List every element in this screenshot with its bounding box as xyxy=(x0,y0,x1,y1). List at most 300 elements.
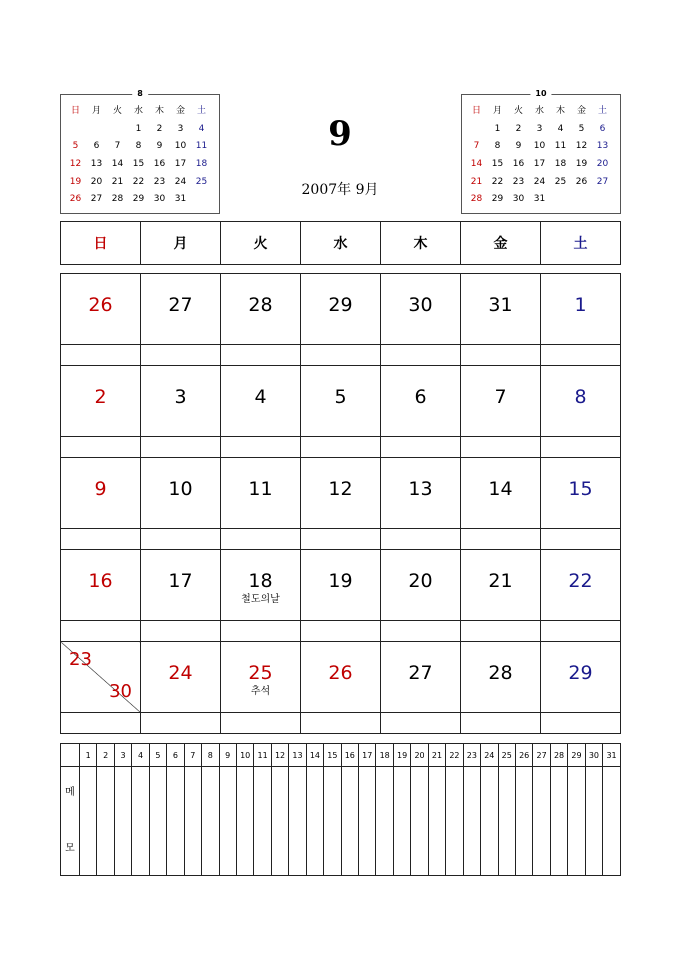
day-cell[interactable] xyxy=(381,458,461,529)
mini-day: 11 xyxy=(195,141,208,152)
day-cell[interactable] xyxy=(301,366,381,437)
mini-day: 31 xyxy=(174,194,187,205)
mini-weekday-label: 金 xyxy=(175,106,185,117)
mini-day: 27 xyxy=(596,176,609,187)
day-number: 27 xyxy=(168,294,193,316)
mini-weekday-label: 月 xyxy=(492,106,502,117)
mini-day: 10 xyxy=(533,141,546,152)
memo-column[interactable] xyxy=(80,767,97,876)
day-number: 10 xyxy=(168,478,193,500)
day-number: 14 xyxy=(488,478,513,500)
memo-day-label: 17 xyxy=(359,744,376,767)
day-number: 31 xyxy=(488,294,513,316)
note-cell[interactable] xyxy=(461,621,541,642)
mini-day: 12 xyxy=(69,159,82,170)
day-number: 2 xyxy=(94,386,107,408)
mini-day: 3 xyxy=(177,123,184,134)
note-cell[interactable] xyxy=(221,713,301,734)
week-note-row xyxy=(61,621,621,642)
memo-column[interactable] xyxy=(428,767,445,876)
note-cell[interactable] xyxy=(301,437,381,458)
day-cell[interactable] xyxy=(301,458,381,529)
mini-day: 19 xyxy=(69,176,82,187)
mini-day: 25 xyxy=(554,176,567,187)
memo-column[interactable] xyxy=(271,767,288,876)
mini-day: 6 xyxy=(599,123,606,134)
day-number: 16 xyxy=(88,570,113,592)
memo-day-label: 10 xyxy=(236,744,253,767)
mini-day: 28 xyxy=(111,194,124,205)
mini-weekday-label: 日 xyxy=(70,106,80,117)
memo-column[interactable] xyxy=(550,767,567,876)
memo-column[interactable] xyxy=(359,767,376,876)
note-cell[interactable] xyxy=(381,345,461,366)
mini-calendar-next-grid xyxy=(466,103,613,209)
day-cell[interactable] xyxy=(541,274,621,345)
weekday-fri: 金 xyxy=(461,222,541,265)
memo-label-char: 모 xyxy=(65,843,75,854)
day-cell[interactable] xyxy=(381,366,461,437)
note-cell[interactable] xyxy=(61,529,141,550)
memo-column[interactable] xyxy=(149,767,166,876)
memo-day-label: 29 xyxy=(568,744,585,767)
mini-day: 29 xyxy=(132,194,145,205)
mini-calendar-header-row xyxy=(466,103,613,121)
memo-day-label: 21 xyxy=(428,744,445,767)
day-number: 28 xyxy=(248,294,273,316)
day-cell[interactable] xyxy=(61,366,141,437)
mini-day: 14 xyxy=(470,159,483,170)
memo-day-label: 9 xyxy=(219,744,236,767)
mini-day: 15 xyxy=(132,159,145,170)
day-number: 19 xyxy=(328,570,353,592)
mini-day: 23 xyxy=(153,176,166,187)
note-cell[interactable] xyxy=(461,713,541,734)
memo-label-char: 메 xyxy=(65,787,75,798)
memo-column[interactable] xyxy=(219,767,236,876)
note-cell[interactable] xyxy=(141,529,221,550)
mini-weekday-label: 土 xyxy=(196,106,206,117)
day-number: 3 xyxy=(174,386,187,408)
day-number: 13 xyxy=(408,478,433,500)
note-cell[interactable] xyxy=(141,437,221,458)
weekday-sat: 土 xyxy=(541,222,621,265)
day-cell[interactable] xyxy=(221,458,301,529)
memo-day-label: 5 xyxy=(149,744,166,767)
memo-grid xyxy=(60,743,621,876)
weekday-wed: 水 xyxy=(301,222,381,265)
mini-weekday-label: 土 xyxy=(597,106,607,117)
note-cell[interactable] xyxy=(301,621,381,642)
note-cell[interactable] xyxy=(381,529,461,550)
mini-day: 21 xyxy=(470,176,483,187)
mini-day: 26 xyxy=(69,194,82,205)
mini-day: 11 xyxy=(554,141,567,152)
note-cell[interactable] xyxy=(221,529,301,550)
mini-day: 23 xyxy=(512,176,525,187)
weekday-sun: 日 xyxy=(61,222,141,265)
day-cell[interactable] xyxy=(461,458,541,529)
holiday-label: 추석 xyxy=(250,686,271,697)
mini-day: 17 xyxy=(174,159,187,170)
mini-calendar-next xyxy=(461,89,621,214)
day-cell[interactable] xyxy=(541,550,621,621)
day-number: 5 xyxy=(334,386,347,408)
year-month-label: 2007年 9月 xyxy=(301,182,379,198)
weekday-tue: 火 xyxy=(221,222,301,265)
day-number: 8 xyxy=(574,386,587,408)
mini-day: 16 xyxy=(153,159,166,170)
day-cell[interactable] xyxy=(461,274,541,345)
mini-day xyxy=(86,121,107,139)
memo-day-label: 16 xyxy=(341,744,358,767)
mini-calendar-prev-title: 8 xyxy=(132,88,148,100)
mini-calendar-week xyxy=(65,191,212,209)
memo-day-label: 22 xyxy=(446,744,463,767)
mini-day xyxy=(592,191,613,209)
day-number: 29 xyxy=(328,294,353,316)
note-cell[interactable] xyxy=(221,345,301,366)
mini-calendar-prev xyxy=(60,89,220,214)
mini-day: 2 xyxy=(156,123,163,134)
mini-day: 16 xyxy=(512,159,525,170)
note-cell[interactable] xyxy=(541,437,621,458)
memo-column[interactable] xyxy=(167,767,184,876)
memo-day-label: 6 xyxy=(167,744,184,767)
week-row xyxy=(61,366,621,437)
day-number: 9 xyxy=(94,478,107,500)
day-cell[interactable] xyxy=(381,274,461,345)
mini-day: 20 xyxy=(596,159,609,170)
mini-weekday-label: 火 xyxy=(513,106,523,117)
mini-day: 24 xyxy=(533,176,546,187)
memo-day-label: 19 xyxy=(393,744,410,767)
memo-day-label: 15 xyxy=(324,744,341,767)
day-cell[interactable] xyxy=(301,642,381,713)
day-cell[interactable] xyxy=(141,642,221,713)
memo-day-label: 2 xyxy=(97,744,114,767)
memo-label xyxy=(61,767,80,876)
memo-column[interactable] xyxy=(515,767,532,876)
mini-weekday-label: 水 xyxy=(133,106,143,117)
day-number: 30 xyxy=(408,294,433,316)
mini-day: 19 xyxy=(575,159,588,170)
memo-day-label: 23 xyxy=(463,744,480,767)
memo-corner xyxy=(61,744,80,767)
note-cell[interactable] xyxy=(541,529,621,550)
day-number: 1 xyxy=(574,294,587,316)
note-cell[interactable] xyxy=(141,713,221,734)
memo-column[interactable] xyxy=(341,767,358,876)
memo-column[interactable] xyxy=(446,767,463,876)
week-row xyxy=(61,642,621,713)
day-number: 15 xyxy=(568,478,593,500)
mini-day: 30 xyxy=(512,194,525,205)
mini-day xyxy=(550,191,571,209)
month-grid xyxy=(60,273,621,734)
memo-day-label: 24 xyxy=(481,744,498,767)
note-cell[interactable] xyxy=(301,345,381,366)
mini-weekday-label: 月 xyxy=(91,106,101,117)
mini-weekday-label: 火 xyxy=(112,106,122,117)
weekday-mon: 月 xyxy=(141,222,221,265)
mini-day: 3 xyxy=(536,123,543,134)
memo-column[interactable] xyxy=(393,767,410,876)
month-number: 9 xyxy=(328,114,352,154)
day-number: 22 xyxy=(568,570,593,592)
mini-day: 8 xyxy=(494,141,501,152)
memo-day-label: 27 xyxy=(533,744,550,767)
day-cell[interactable] xyxy=(221,274,301,345)
memo-day-label: 4 xyxy=(132,744,149,767)
day-number: 21 xyxy=(488,570,513,592)
note-cell[interactable] xyxy=(461,529,541,550)
note-cell[interactable] xyxy=(141,345,221,366)
mini-calendar-week xyxy=(466,138,613,156)
memo-header-row xyxy=(61,744,621,767)
day-cell[interactable] xyxy=(61,642,141,713)
note-cell[interactable] xyxy=(61,345,141,366)
note-cell[interactable] xyxy=(461,345,541,366)
mini-day: 21 xyxy=(111,176,124,187)
mini-day: 2 xyxy=(515,123,522,134)
day-cell[interactable] xyxy=(221,550,301,621)
memo-column[interactable] xyxy=(306,767,323,876)
day-cell[interactable] xyxy=(141,458,221,529)
memo-day-label: 20 xyxy=(411,744,428,767)
mini-day: 26 xyxy=(575,176,588,187)
memo-column[interactable] xyxy=(376,767,393,876)
memo-day-label: 7 xyxy=(184,744,201,767)
day-number: 6 xyxy=(414,386,427,408)
mini-day: 6 xyxy=(93,141,100,152)
mini-day: 17 xyxy=(533,159,546,170)
mini-calendar-week xyxy=(466,191,613,209)
mini-day: 12 xyxy=(575,141,588,152)
memo-column[interactable] xyxy=(254,767,271,876)
weekday-thu: 木 xyxy=(381,222,461,265)
memo-column[interactable] xyxy=(184,767,201,876)
day-number: 26 xyxy=(88,294,113,316)
memo-day-label: 25 xyxy=(498,744,515,767)
day-cell[interactable] xyxy=(221,366,301,437)
mini-calendar-week xyxy=(65,156,212,174)
mini-calendar-week xyxy=(466,156,613,174)
day-cell[interactable] xyxy=(541,366,621,437)
memo-day-label: 1 xyxy=(80,744,97,767)
memo-column[interactable] xyxy=(568,767,585,876)
mini-day: 18 xyxy=(554,159,567,170)
day-number: 17 xyxy=(168,570,193,592)
memo-body-row xyxy=(61,767,621,876)
day-cell[interactable] xyxy=(61,458,141,529)
day-number: 7 xyxy=(494,386,507,408)
mini-day: 22 xyxy=(491,176,504,187)
day-number: 29 xyxy=(568,662,593,684)
mini-day: 25 xyxy=(195,176,208,187)
day-number: 18 xyxy=(248,570,273,592)
day-number: 25 xyxy=(248,662,273,684)
day-cell[interactable] xyxy=(141,550,221,621)
day-cell[interactable] xyxy=(61,550,141,621)
memo-column[interactable] xyxy=(481,767,498,876)
mini-day xyxy=(65,121,86,139)
mini-day: 7 xyxy=(473,141,480,152)
memo-day-label: 12 xyxy=(271,744,288,767)
note-cell[interactable] xyxy=(461,437,541,458)
mini-day xyxy=(191,191,212,209)
day-cell[interactable] xyxy=(461,366,541,437)
memo-day-label: 18 xyxy=(376,744,393,767)
day-number-secondary: 30 xyxy=(109,681,132,702)
memo-column[interactable] xyxy=(463,767,480,876)
day-number: 12 xyxy=(328,478,353,500)
note-cell[interactable] xyxy=(381,713,461,734)
memo-day-label: 30 xyxy=(585,744,602,767)
memo-column[interactable] xyxy=(585,767,602,876)
mini-day: 24 xyxy=(174,176,187,187)
day-number: 11 xyxy=(248,478,273,500)
note-cell[interactable] xyxy=(541,621,621,642)
mini-day: 1 xyxy=(135,123,142,134)
day-cell[interactable] xyxy=(461,642,541,713)
mini-calendar-week xyxy=(466,173,613,191)
mini-calendar-week xyxy=(65,121,212,139)
memo-column[interactable] xyxy=(114,767,131,876)
mini-day xyxy=(107,121,128,139)
memo-day-label: 26 xyxy=(515,744,532,767)
mini-day: 4 xyxy=(557,123,564,134)
mini-calendar-next-title: 10 xyxy=(530,88,551,100)
day-number: 28 xyxy=(488,662,513,684)
day-cell[interactable] xyxy=(141,366,221,437)
mini-day: 7 xyxy=(114,141,121,152)
mini-day: 5 xyxy=(578,123,585,134)
memo-day-label: 14 xyxy=(306,744,323,767)
mini-day: 9 xyxy=(156,141,163,152)
mini-day: 14 xyxy=(111,159,124,170)
day-number: 24 xyxy=(168,662,193,684)
mini-day: 13 xyxy=(90,159,103,170)
note-cell[interactable] xyxy=(301,713,381,734)
memo-column[interactable] xyxy=(236,767,253,876)
mini-day: 5 xyxy=(72,141,79,152)
memo-day-label: 3 xyxy=(114,744,131,767)
week-row xyxy=(61,458,621,529)
memo-column[interactable] xyxy=(132,767,149,876)
week-note-row xyxy=(61,713,621,734)
memo-column[interactable] xyxy=(603,767,621,876)
memo-column[interactable] xyxy=(324,767,341,876)
mini-day: 4 xyxy=(198,123,205,134)
note-cell[interactable] xyxy=(541,345,621,366)
note-cell[interactable] xyxy=(221,437,301,458)
note-cell[interactable] xyxy=(541,713,621,734)
memo-column[interactable] xyxy=(498,767,515,876)
note-cell[interactable] xyxy=(141,621,221,642)
mini-calendar-week xyxy=(65,138,212,156)
mini-day: 28 xyxy=(470,194,483,205)
memo-column[interactable] xyxy=(289,767,306,876)
weekday-header xyxy=(60,221,621,265)
week-note-row xyxy=(61,345,621,366)
day-cell[interactable] xyxy=(61,274,141,345)
mini-day: 31 xyxy=(533,194,546,205)
mini-weekday-label: 木 xyxy=(154,106,164,117)
mini-day: 13 xyxy=(596,141,609,152)
day-cell[interactable] xyxy=(141,274,221,345)
mini-calendar-header-row xyxy=(65,103,212,121)
mini-day xyxy=(466,121,487,139)
memo-column[interactable] xyxy=(97,767,114,876)
mini-weekday-label: 水 xyxy=(534,106,544,117)
note-cell[interactable] xyxy=(221,621,301,642)
memo-day-label: 11 xyxy=(254,744,271,767)
mini-day: 18 xyxy=(195,159,208,170)
mini-day: 22 xyxy=(132,176,145,187)
memo-column[interactable] xyxy=(411,767,428,876)
mini-weekday-label: 金 xyxy=(576,106,586,117)
day-cell[interactable] xyxy=(301,274,381,345)
day-number: 4 xyxy=(254,386,267,408)
day-cell[interactable] xyxy=(381,550,461,621)
week-row xyxy=(61,550,621,621)
day-number: 26 xyxy=(328,662,353,684)
mini-day xyxy=(571,191,592,209)
memo-day-label: 31 xyxy=(603,744,621,767)
mini-day: 29 xyxy=(491,194,504,205)
day-cell[interactable] xyxy=(541,642,621,713)
note-cell[interactable] xyxy=(381,437,461,458)
mini-weekday-label: 木 xyxy=(555,106,565,117)
memo-column[interactable] xyxy=(202,767,219,876)
day-cell[interactable] xyxy=(381,642,461,713)
holiday-label: 철도의날 xyxy=(241,594,280,605)
memo-column[interactable] xyxy=(533,767,550,876)
memo-day-label: 8 xyxy=(202,744,219,767)
mini-calendar-week xyxy=(65,173,212,191)
day-cell[interactable] xyxy=(301,550,381,621)
memo-day-label: 13 xyxy=(289,744,306,767)
mini-day: 27 xyxy=(90,194,103,205)
week-note-row xyxy=(61,437,621,458)
day-number: 27 xyxy=(408,662,433,684)
mini-weekday-label: 日 xyxy=(471,106,481,117)
day-number: 23 xyxy=(69,649,92,670)
week-row xyxy=(61,274,621,345)
note-cell[interactable] xyxy=(61,621,141,642)
note-cell[interactable] xyxy=(61,713,141,734)
memo-day-label: 28 xyxy=(550,744,567,767)
note-cell[interactable] xyxy=(301,529,381,550)
day-cell[interactable] xyxy=(221,642,301,713)
mini-day: 30 xyxy=(153,194,166,205)
mini-day: 1 xyxy=(494,123,501,134)
week-note-row xyxy=(61,529,621,550)
note-cell[interactable] xyxy=(61,437,141,458)
mini-calendar-week xyxy=(466,121,613,139)
mini-day: 8 xyxy=(135,141,142,152)
mini-day: 15 xyxy=(491,159,504,170)
note-cell[interactable] xyxy=(381,621,461,642)
mini-day: 20 xyxy=(90,176,103,187)
day-cell[interactable] xyxy=(541,458,621,529)
mini-day: 10 xyxy=(174,141,187,152)
day-number: 20 xyxy=(408,570,433,592)
mini-calendar-prev-grid xyxy=(65,103,212,209)
mini-day: 9 xyxy=(515,141,522,152)
day-cell[interactable] xyxy=(461,550,541,621)
